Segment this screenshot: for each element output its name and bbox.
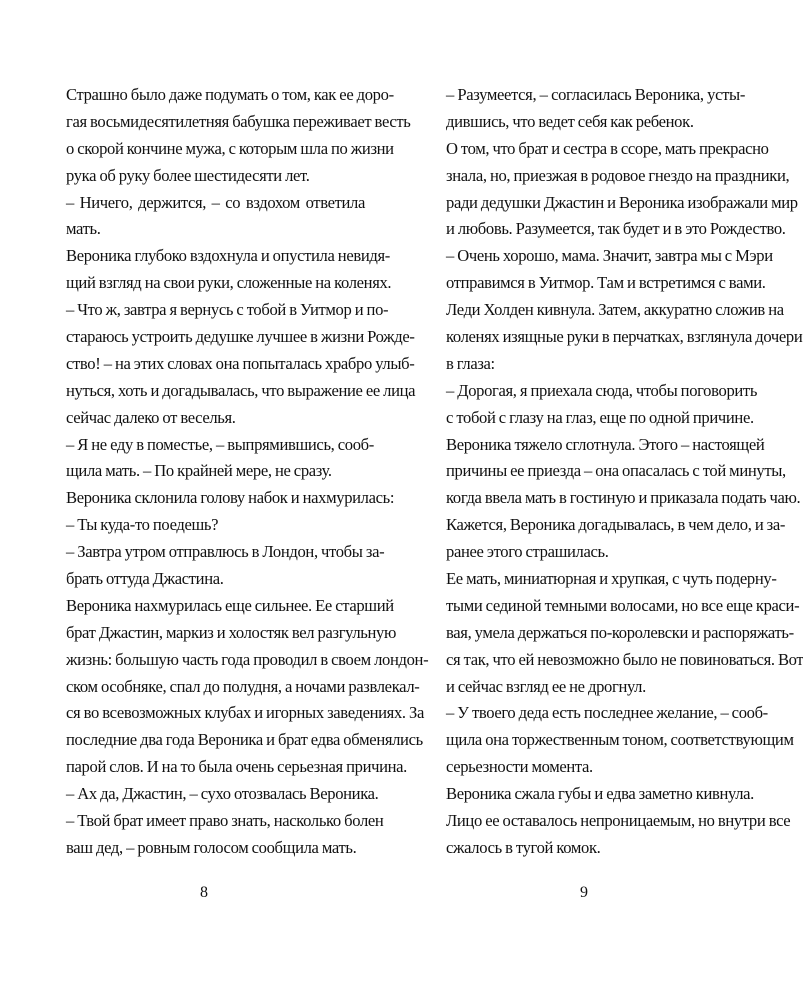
text-line: – Ничего, держится, – со вздохом ответила (66, 192, 365, 212)
text-line: с тобой с глазу на глаз, еще по одной причине. (446, 407, 754, 427)
text-line: знала, но, приезжая в родовое гнездо на праздники, (446, 165, 790, 185)
text-line: Вероника склонила голову набок и нахмурилась: (66, 488, 395, 508)
text-line: Леди Холден кивнула. Затем, аккуратно сложив на (446, 300, 784, 320)
text-line: о скорой кончине мужа, с которым шла по жизни (66, 138, 394, 158)
text-line: – Завтра утром отправлюсь в Лондон, чтобы за- (66, 542, 385, 562)
text-line: коленях изящные руки в перчатках, взглянула дочери (446, 327, 803, 347)
text-line: – Что ж, завтра я вернусь с тобой в Уитмор и по- (66, 300, 389, 320)
text-line: щила она торжественным тоном, соответствующим (446, 730, 794, 750)
text-line: щий взгляд на свои руки, сложенные на коленях. (66, 273, 392, 293)
text-line: Страшно было даже подумать о том, как ее доро- (66, 85, 394, 104)
right-page (446, 82, 803, 862)
text-line: Вероника нахмурилась еще сильнее. Ее старший (66, 595, 394, 615)
text-line: Кажется, Вероника догадывалась, в чем дело, и за- (446, 515, 786, 535)
text-line: – Разумеется, – согласилась Вероника, усты- (446, 85, 745, 104)
text-line: мать. (66, 219, 101, 239)
text-line: Ее мать, миниатюрная и хрупкая, с чуть подерну- (446, 569, 777, 589)
text-line: и любовь. Разумеется, так будет и в это Рождество. (446, 219, 786, 239)
text-line: гая восьмидесятилетняя бабушка переживает весть (66, 111, 411, 131)
text-line: Лицо ее оставалось непроницаемым, но внутри все (446, 811, 791, 831)
text-line: вая, умела держаться по-королевски и распоряжать- (446, 622, 794, 642)
text-line: стараюсь устроить дедушке лучшее в жизни Рожде- (66, 327, 415, 347)
text-line: ранее этого страшилась. (446, 542, 609, 562)
text-line: – Дорогая, я приехала сюда, чтобы поговорить (446, 380, 758, 400)
page-number-right: 9 (580, 884, 588, 901)
left-page (66, 82, 429, 862)
text-line: дившись, что ведет себя как ребенок. (446, 111, 694, 131)
text-line: Вероника тяжело сглотнула. Этого – настоящей (446, 434, 765, 454)
text-line: парой слов. И на то была очень серьезная причина. (66, 757, 407, 777)
text-line: сжалось в тугой комок. (446, 837, 601, 857)
text-line: – У твоего деда есть последнее желание, – сооб- (446, 703, 768, 723)
text-line: ском особняке, спал до полудня, а ночами развлекал- (66, 676, 420, 696)
text-line: серьезности момента. (446, 757, 593, 777)
text-line: брат Джастин, маркиз и холостяк вел разгульную (66, 622, 397, 642)
text-line: и сейчас взгляд ее не дрогнул. (446, 676, 646, 696)
text-line: отправимся в Уитмор. Там и встретимся с вами. (446, 273, 766, 293)
text-line: сейчас далеко от веселья. (66, 407, 236, 427)
text-line: Вероника глубоко вздохнула и опустила невидя- (66, 246, 390, 266)
left-page-text (66, 82, 429, 862)
page-number-left: 8 (200, 884, 208, 901)
right-page-text (446, 82, 803, 862)
text-line: Вероника сжала губы и едва заметно кивнула. (446, 784, 754, 804)
text-line: причины ее приезда – она опасалась с той минуты, (446, 461, 786, 481)
text-line: жизнь: большую часть года проводил в своем лондон- (66, 649, 429, 669)
text-line: тыми сединой темными волосами, но все еще краси- (446, 595, 800, 615)
text-line: щила мать. – По крайней мере, не сразу. (66, 461, 332, 481)
text-line: – Твой брат имеет право знать, насколько болен (66, 811, 384, 831)
text-line: когда ввела мать в гостиную и приказала подать чаю. (446, 488, 801, 508)
text-line: в глаза: (446, 353, 495, 373)
text-line: – Ты куда-то поедешь? (66, 515, 219, 535)
text-line: – Очень хорошо, мама. Значит, завтра мы с Мэри (446, 246, 773, 266)
text-line: ся так, что ей невозможно было не повиноваться. Вот (446, 649, 803, 669)
text-line: брать оттуда Джастина. (66, 569, 224, 589)
text-line: нуться, хоть и догадывалась, что выражение ее лица (66, 380, 416, 400)
text-line: – Ах да, Джастин, – сухо отозвалась Вероника. (66, 784, 379, 804)
text-line: рука об руку более шестидесяти лет. (66, 165, 310, 185)
text-line: ради дедушки Джастин и Вероника изображали мир (446, 192, 798, 212)
text-line: О том, что брат и сестра в ссоре, мать прекрасно (446, 138, 769, 158)
text-line: ся во всевозможных клубах и игорных заведениях. За (66, 703, 424, 723)
text-line: ство! – на этих словах она попыталась храбро улыб- (66, 353, 415, 373)
text-line: последние два года Вероника и брат едва обменялись (66, 730, 423, 750)
text-line: ваш дед, – ровным голосом сообщила мать. (66, 837, 357, 857)
text-line: – Я не еду в поместье, – выпрямившись, сооб- (66, 434, 374, 454)
